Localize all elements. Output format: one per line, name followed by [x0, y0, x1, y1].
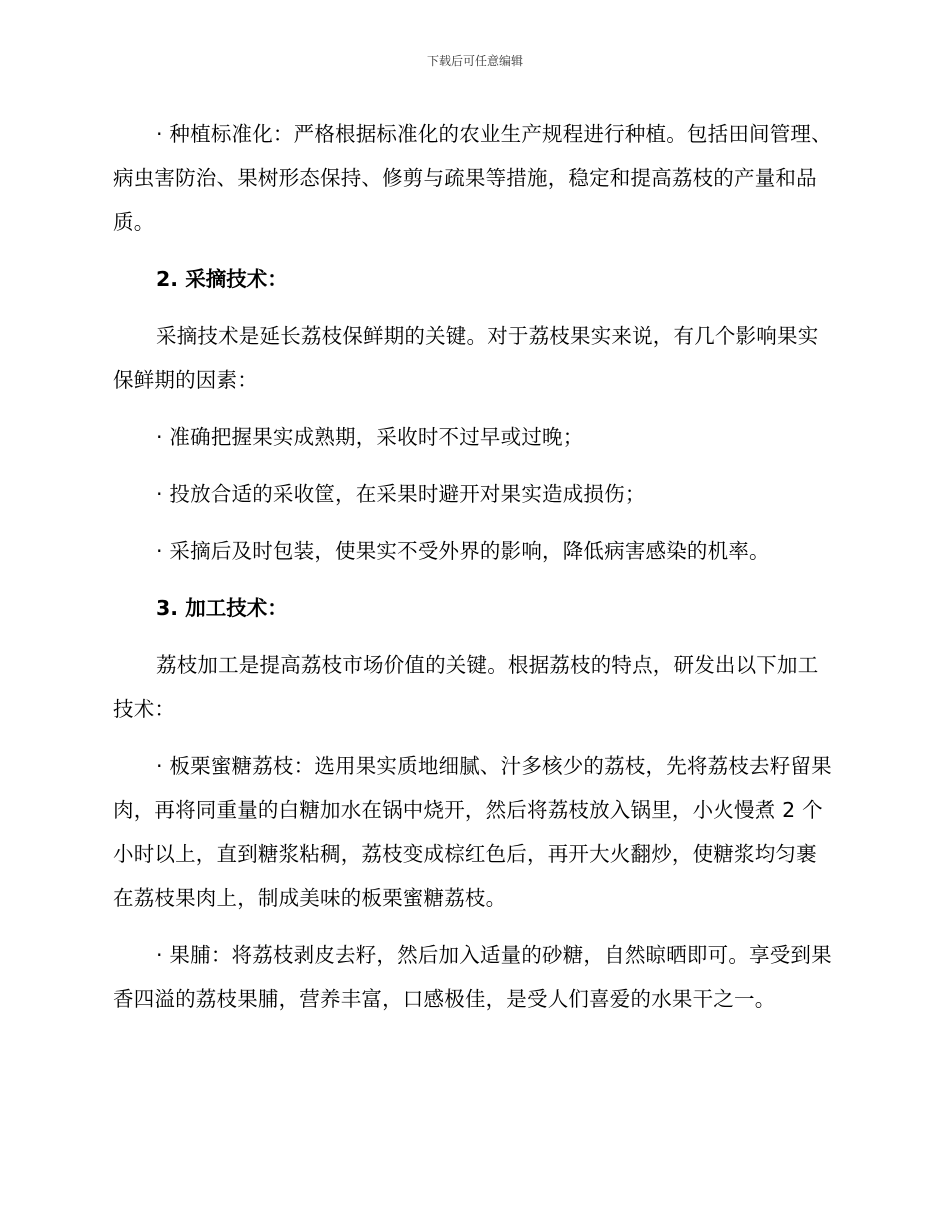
bullet-dried-fruit: · 果脯：将荔枝剥皮去籽，然后加入适量的砂糖，自然晾晒即可。享受到果香四溢的荔枝果脯，营养丰富，口感极佳，是受人们喜爱的水果干之一。: [113, 943, 832, 1011]
paragraph-planting-standardization: · 种植标准化：严格根据标准化的农业生产规程进行种植。包括田间管理、病虫害防治、果树形态保持、修剪与疏果等措施，稳定和提高荔枝的产量和品质。: [113, 122, 832, 234]
bullet-harvest-basket: · 投放合适的采收筐，在采果时避开对果实造成损伤；: [156, 482, 646, 506]
header-note: 下载后可任意编辑: [426, 54, 523, 68]
section-heading-processing: 3. 加工技术：: [156, 596, 288, 620]
paragraph-processing-intro: 荔枝加工是提高荔枝市场价值的关键。根据荔枝的特点，研发出以下加工技术：: [113, 653, 819, 721]
paragraph-harvesting-intro: 采摘技术是延长荔枝保鲜期的关键。对于荔枝果实来说，有几个影响果实保鲜期的因素：: [113, 324, 819, 392]
bullet-timely-packaging: · 采摘后及时包装，使果实不受外界的影响，降低病害感染的机率。: [156, 539, 770, 563]
bullet-chestnut-honey-lychee: · 板栗蜜糖荔枝：选用果实质地细腻、汁多核少的荔枝，先将荔枝去籽留果肉，再将同重量的白糖加水在锅中烧开，然后将荔枝放入锅里，小火慢煮 2 个小时以上，直到糖浆粘稠，荔枝变成棕红色后，再开大火翻炒，使糖浆均匀裹在荔枝果肉上，制成美味的板栗蜜糖荔枝。: [113, 754, 832, 910]
section-heading-harvesting: 2. 采摘技术：: [156, 267, 288, 291]
document-body: [113, 112, 837, 1034]
bullet-ripeness-timing: · 准确把握果实成熟期，采收时不过早或过晚；: [156, 425, 584, 449]
